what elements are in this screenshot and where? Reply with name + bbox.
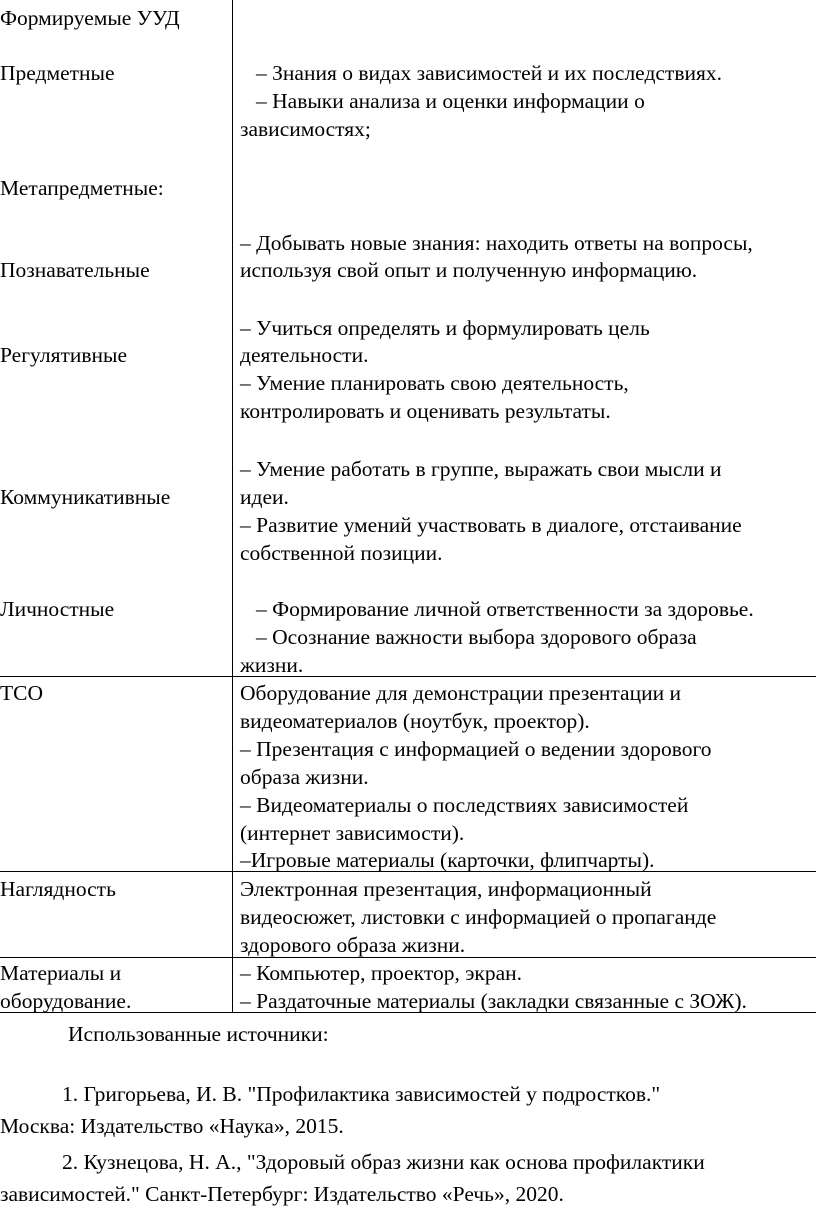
tso-line: –Игровые материалы (карточки, флипчарты).: [240, 848, 655, 872]
tso-line: Оборудование для демонстрации презентации и: [240, 681, 681, 705]
tso-line: – Видеоматериалы о последствиях зависимостей: [240, 793, 689, 817]
tso-label: ТСО: [0, 681, 43, 705]
personal-line: – Осознание важности выбора здорового образа: [256, 625, 697, 649]
cognitive-label: Познавательные: [0, 258, 150, 282]
personal-line: – Формирование личной ответственности за здоровье.: [256, 597, 754, 621]
regulatory-line: деятельности.: [240, 343, 369, 367]
communicative-line: – Умение работать в группе, выражать свои мысли и: [240, 457, 722, 481]
cognitive-line: используя свой опыт и полученную информацию.: [240, 258, 698, 282]
materials-label: оборудование.: [0, 989, 132, 1013]
communicative-label: Коммуникативные: [0, 485, 171, 509]
cognitive-line: – Добывать новые знания: находить ответы на вопросы,: [240, 231, 753, 255]
personal-label: Личностные: [0, 597, 115, 621]
regulatory-label: Регулятивные: [0, 343, 128, 367]
materials-line: – Компьютер, проектор, экран.: [240, 961, 523, 985]
subject-label: Предметные: [0, 61, 115, 85]
subject-line: зависимостях;: [240, 117, 371, 141]
uud-header: Формируемые УУД: [0, 6, 180, 30]
tso-line: (интернет зависимости).: [240, 821, 465, 845]
tso-line: видеоматериалов (ноутбук, проектор).: [240, 709, 590, 733]
source-item-continuation: Москва: Издательство «Наука», 2015.: [0, 1114, 344, 1138]
sources-heading: Использованные источники:: [68, 1022, 329, 1046]
communicative-line: – Развитие умений участвовать в диалоге, отстаивание: [240, 513, 742, 537]
communicative-line: идеи.: [240, 485, 289, 509]
subject-line: – Знания о видах зависимостей и их последствиях.: [256, 61, 722, 85]
visual-label: Наглядность: [0, 877, 116, 901]
materials-label: Материалы и: [0, 961, 122, 985]
materials-line: – Раздаточные материалы (закладки связанные с ЗОЖ).: [240, 989, 747, 1013]
regulatory-line: – Умение планировать свою деятельность,: [240, 371, 629, 395]
regulatory-line: – Учиться определять и формулировать цель: [240, 316, 650, 340]
meta-label: Метапредметные:: [0, 176, 164, 200]
subject-line: – Навыки анализа и оценки информации о: [256, 89, 645, 113]
visual-line: здорового образа жизни.: [240, 933, 466, 957]
personal-line: жизни.: [240, 653, 304, 677]
tso-line: – Презентация с информацией о ведении здорового: [240, 737, 712, 761]
communicative-line: собственной позиции.: [240, 541, 443, 565]
source-item: 1. Григорьева, И. В. "Профилактика зависимостей у подростков.": [62, 1082, 661, 1106]
source-item-continuation: зависимостей." Санкт-Петербург: Издательство «Речь», 2020.: [0, 1182, 564, 1206]
tso-line: образа жизни.: [240, 765, 369, 789]
table-row-border: [0, 676, 816, 677]
table-divider-vertical: [232, 0, 233, 1012]
visual-line: видеосюжет, листовки с информацией о пропаганде: [240, 905, 717, 929]
visual-line: Электронная презентация, информационный: [240, 877, 652, 901]
source-item: 2. Кузнецова, Н. А., "Здоровый образ жизни как основа профилактики: [62, 1150, 705, 1174]
regulatory-line: контролировать и оценивать результаты.: [240, 399, 611, 423]
